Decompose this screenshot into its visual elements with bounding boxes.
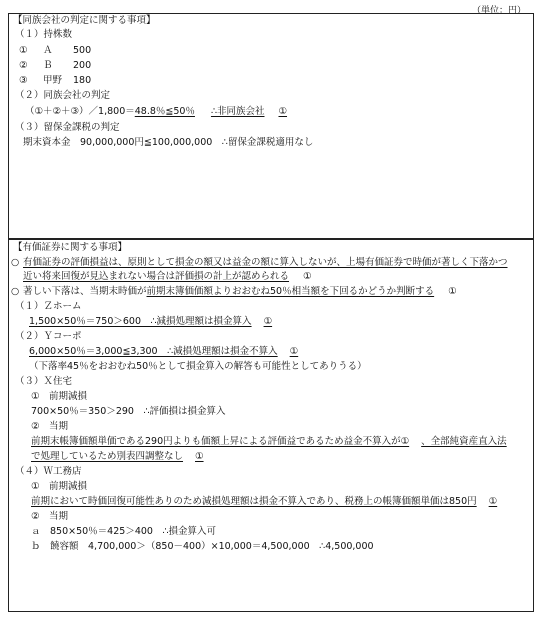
x-prior-label: ① 前期減損 bbox=[31, 391, 88, 402]
row-2-value: 200 bbox=[73, 60, 92, 71]
point-1-mark: ○ bbox=[11, 257, 20, 268]
point-2-mark: ○ bbox=[11, 286, 20, 297]
row-3-name: 甲野 bbox=[43, 75, 63, 86]
w-current-label: ② 当期 bbox=[31, 511, 69, 522]
x-prior-formula: 700×50％＝350＞290 ∴評価損は損金算入 bbox=[31, 406, 226, 417]
row-2-no: ② bbox=[19, 60, 28, 71]
w-current-a: ａ 850×50％＝425＞400 ∴損金算入可 bbox=[31, 526, 216, 537]
row-2-name: Ｂ bbox=[43, 60, 53, 71]
w-prior-text: 前期において時価回復可能性ありのため減損処理額は損金不算入であり、税務上の帳簿価額単価は850円 ① bbox=[31, 496, 498, 507]
w-construction-heading: （４）Ｗ工務店 bbox=[15, 466, 82, 477]
z-home-formula: 1,500×50％＝750＞600 ∴減損処理額は損金算入 ① bbox=[29, 316, 273, 327]
retention-formula: 期末資本金 90,000,000円≦100,000,000 ∴留保金課税適用なし bbox=[23, 137, 314, 148]
point-1-line-2: 近い将来回復が見込まれない場合は評価損の計上が認められる ① bbox=[23, 271, 312, 282]
row-1-value: 500 bbox=[73, 45, 92, 56]
point-2-text: 著しい下落は、当期末時価が前期末簿価価額よりおおむね50％相当額を下回るかどうか判断する ① bbox=[23, 286, 457, 297]
x-current-line-1: 前期末帳簿価額単価である290円よりも価額上昇による評価益であるため益金不算入が① 、全部純資産直入法 bbox=[31, 436, 507, 447]
point-1-line-1: 有価証券の評価損益は、原則として損金の額又は益金の額に算入しないが、上場有価証券で時価が著しく下落かつ bbox=[23, 257, 508, 268]
z-home-heading: （１）Ｚホーム bbox=[15, 301, 82, 312]
y-corpo-note: （下落率45％をおおむね50％として損金算入の解答も可能性としてありうる） bbox=[29, 361, 367, 372]
row-3-value: 180 bbox=[73, 75, 92, 86]
section-title: 【同族会社の判定に関する事項】 bbox=[13, 15, 156, 26]
row-1-name: Ａ bbox=[43, 45, 53, 56]
retention-heading: （３）留保金課税の判定 bbox=[15, 122, 120, 133]
y-corpo-heading: （２）Ｙコーポ bbox=[15, 331, 82, 342]
x-housing-heading: （３）Ｘ住宅 bbox=[15, 376, 73, 387]
judgement-formula: （①＋②＋③）／1,800＝48.8％≦50％ ∴非同族会社 ① bbox=[25, 106, 288, 117]
unit-label: （単位：円） bbox=[471, 6, 526, 16]
row-1-no: ① bbox=[19, 45, 28, 56]
shareholding-section bbox=[8, 13, 534, 239]
shares-heading: （１）持株数 bbox=[15, 29, 73, 40]
x-current-line-2: で処理しているため別表四調整なし ① bbox=[31, 451, 204, 462]
row-3-no: ③ bbox=[19, 75, 28, 86]
securities-section bbox=[8, 239, 534, 612]
w-current-b: ｂ 饒容額 4,700,000＞（850－400）×10,000＝4,500,000 ∴4,500,000 bbox=[31, 541, 374, 552]
w-prior-label: ① 前期減損 bbox=[31, 481, 88, 492]
y-corpo-formula: 6,000×50％＝3,000≦3,300 ∴減損処理額は損金不算入 ① bbox=[29, 346, 299, 357]
x-current-label: ② 当期 bbox=[31, 421, 69, 432]
judgement-heading: （２）同族会社の判定 bbox=[15, 90, 111, 101]
section-title: 【有価証券に関する事項】 bbox=[13, 242, 128, 253]
